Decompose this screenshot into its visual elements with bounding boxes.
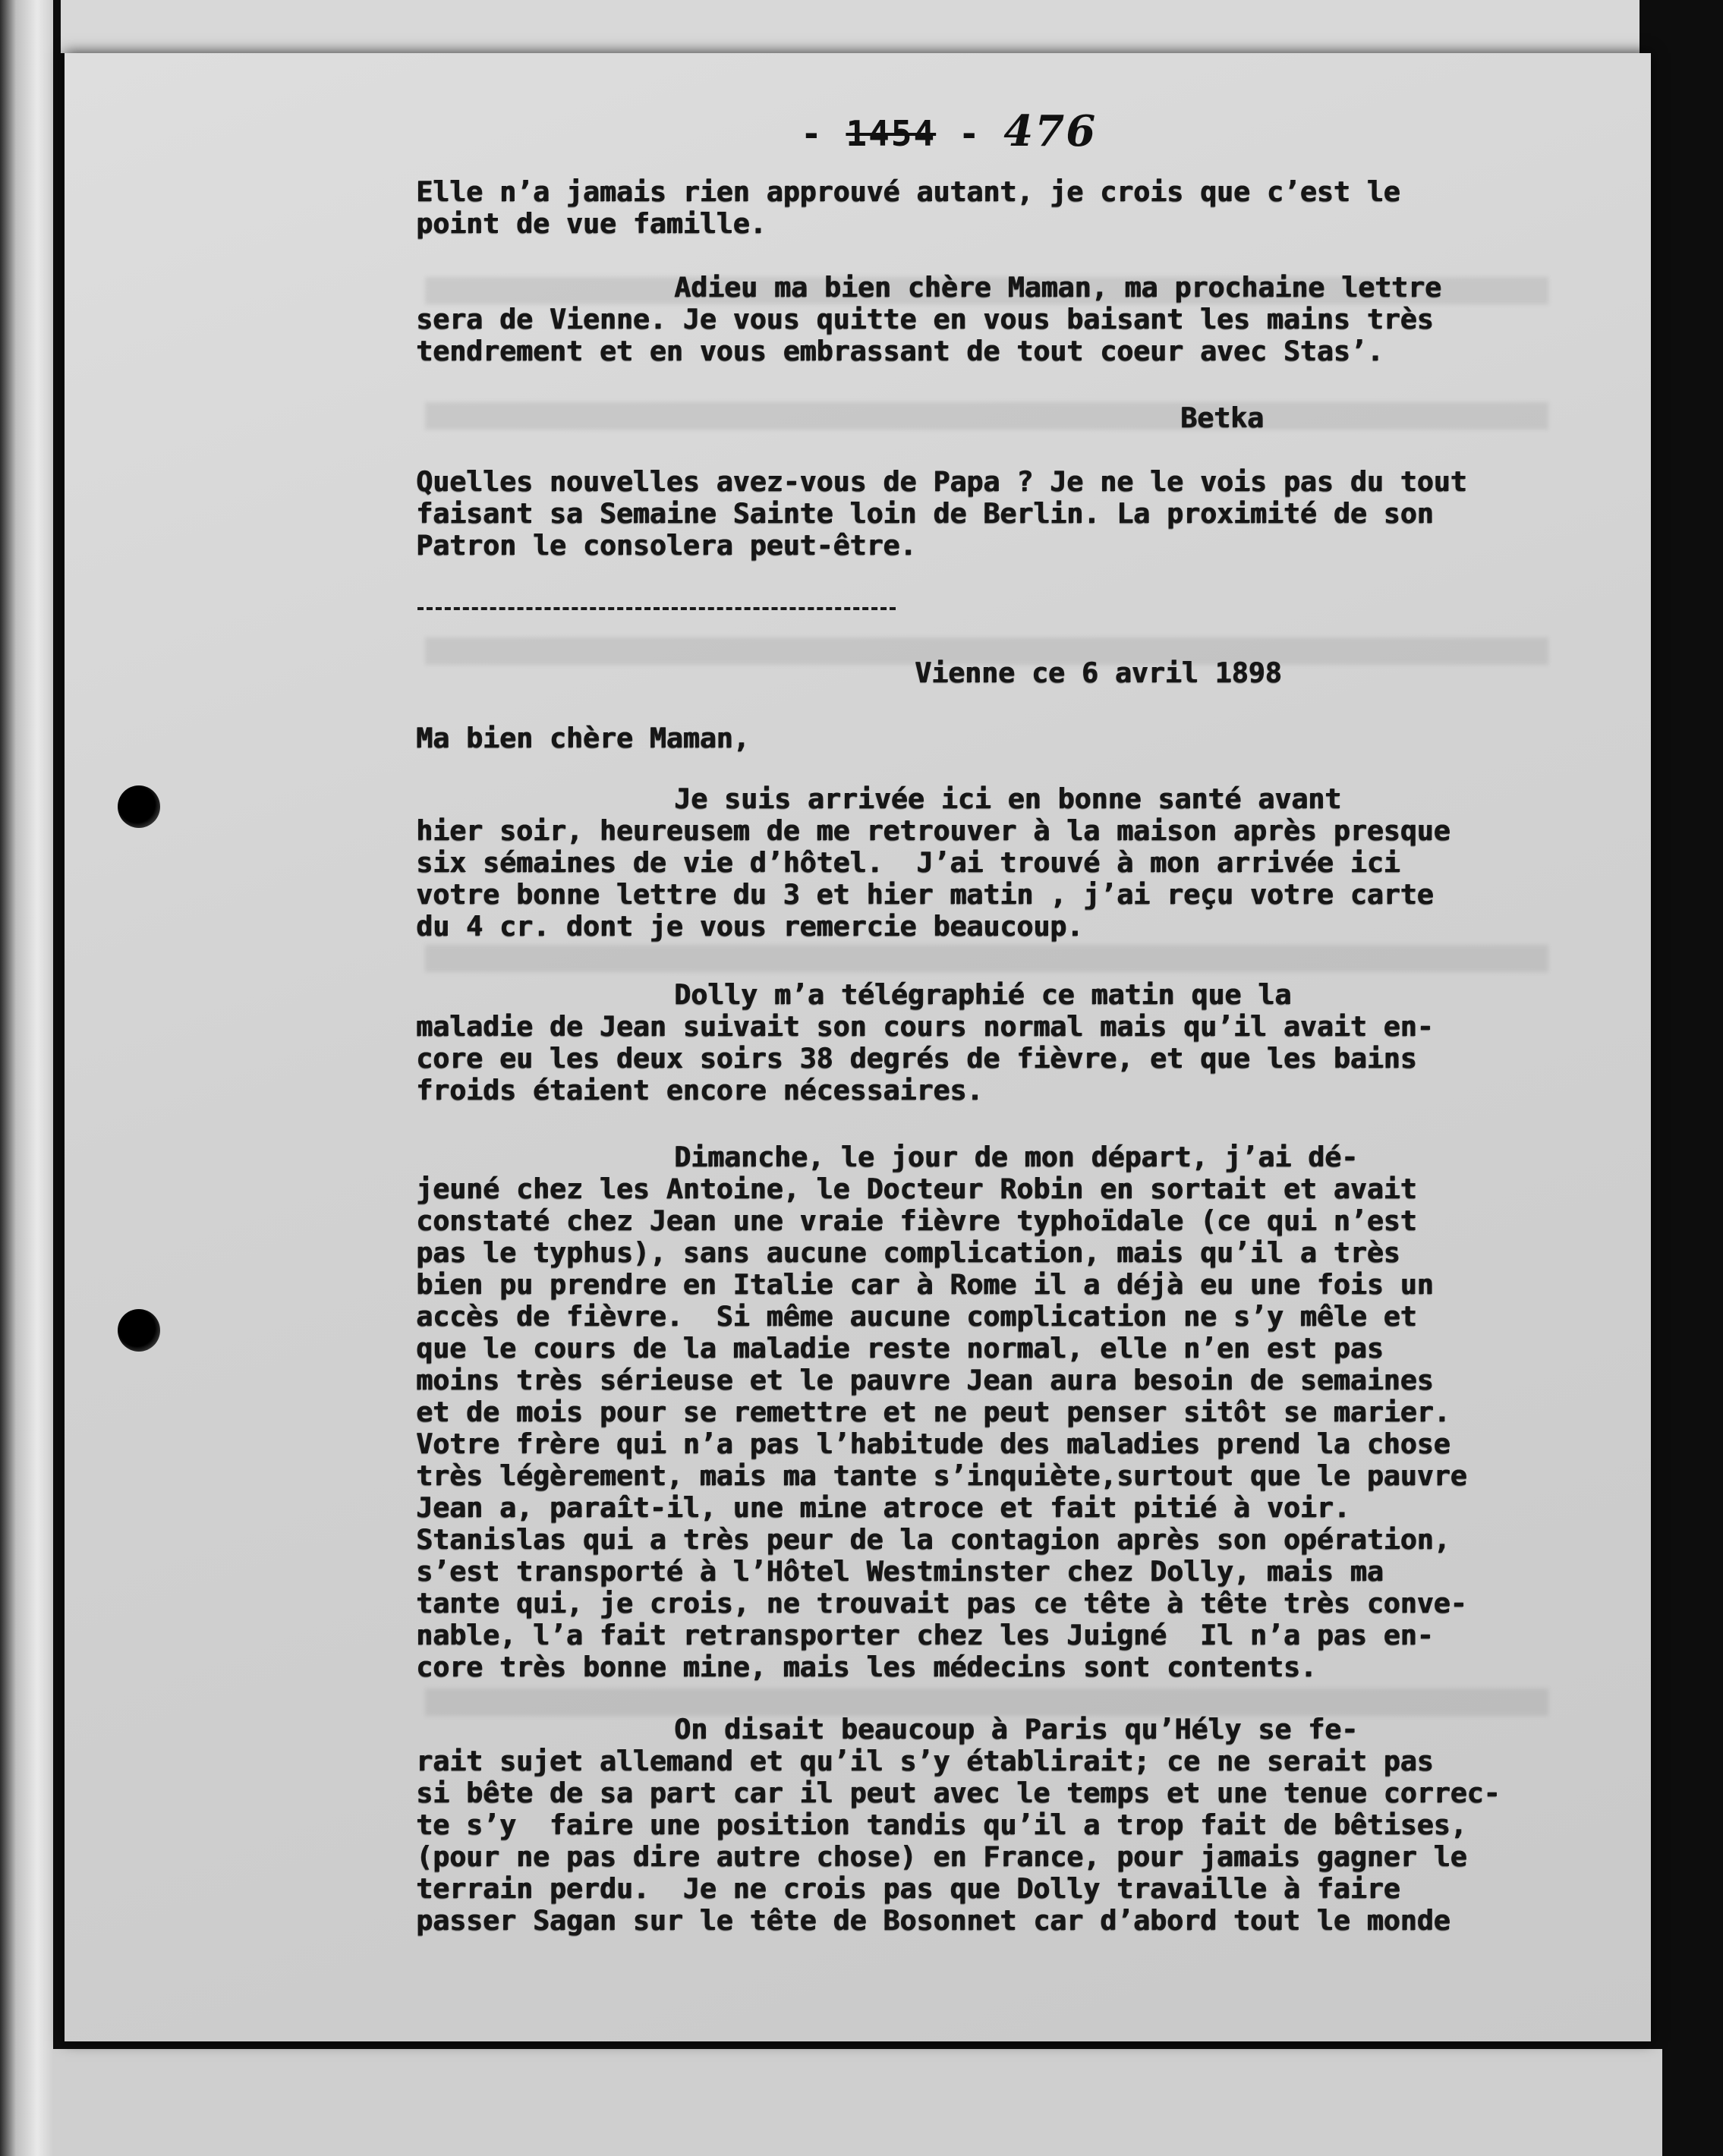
paragraph-line: accès de fièvre. Si même aucune complication ne s’y mêle et (416, 1300, 1417, 1333)
show-through (425, 402, 1548, 430)
paragraph-line: Stanislas qui a très peur de la contagion après son opération, (416, 1523, 1451, 1556)
page-number: - 1454 - 476 (801, 106, 1098, 156)
paragraph-line: terrain perdu. Je ne crois pas que Dolly travaille à faire (416, 1872, 1400, 1905)
paragraph-line: tendrement et en vous embrassant de tout coeur avec Stas’. (416, 335, 1384, 367)
paragraph-line: core très bonne mine, mais les médecins sont contents. (416, 1651, 1317, 1683)
paragraph-line: Votre frère qui n’a pas l’habitude des maladies prend la chose (416, 1427, 1451, 1460)
paragraph-line: rait sujet allemand et qu’il s’y établirait; ce ne serait pas (416, 1745, 1434, 1777)
paragraph-line: te s’y faire une position tandis qu’il a trop fait de bêtises, (416, 1808, 1467, 1841)
paragraph-line: tante qui, je crois, ne trouvait pas ce tête à tête très conve- (416, 1587, 1467, 1619)
paragraph-line: du 4 cr. dont je vous remercie beaucoup. (416, 910, 1083, 943)
paragraph-line: moins très sérieuse et le pauvre Jean aura besoin de semaines (416, 1364, 1434, 1396)
paragraph-line: pas le typhus), sans aucune complication, mais qu’il a très (416, 1236, 1400, 1269)
paragraph-line: maladie de Jean suivait son cours normal mais qu’il avait en- (416, 1010, 1434, 1043)
paragraph-line: froids étaient encore nécessaires. (416, 1074, 984, 1106)
paragraph-line: très légèrement, mais ma tante s’inquiète,surtout que le pauvre (416, 1459, 1467, 1492)
paragraph-line: sera de Vienne. Je vous quitte en vous baisant les mains très (416, 303, 1434, 335)
paragraph-line: Dimanche, le jour de mon départ, j’ai dé- (674, 1141, 1358, 1173)
paragraph-line: passer Sagan sur le tête de Bosonnet car d’abord tout le monde (416, 1904, 1451, 1937)
paragraph-line: jeuné chez les Antoine, le Docteur Robin en sortait et avait (416, 1172, 1417, 1205)
paragraph-line: s’est transporté à l’Hôtel Westminster chez Dolly, mais ma (416, 1555, 1384, 1588)
paragraph-line: bien pu prendre en Italie car à Rome il a déjà eu une fois un (416, 1268, 1434, 1301)
paragraph-line: hier soir, heureusem de me retrouver à la maison après presque (416, 814, 1451, 847)
postscript-line: faisant sa Semaine Sainte loin de Berlin. La proximité de son (416, 497, 1434, 530)
paragraph-line: On disait beaucoup à Paris qu’Hély se fe- (674, 1713, 1358, 1745)
signature: Betka (1180, 401, 1264, 434)
paragraph-line: Jean a, paraît-il, une mine atroce et fait pitié à voir. (416, 1491, 1350, 1524)
paragraph-line: Adieu ma bien chère Maman, ma prochaine lettre (674, 271, 1441, 304)
paragraph-line: nable, l’a fait retransporter chez les Juigné Il n’a pas en- (416, 1619, 1434, 1651)
punch-hole-bottom (118, 1309, 160, 1352)
paragraph-line: si bête de sa part car il peut avec le temps et une tenue correc- (416, 1777, 1501, 1809)
previous-page-edge (0, 0, 53, 2156)
paragraph-line: votre bonne lettre du 3 et hier matin , j’ai reçu votre carte (416, 878, 1434, 911)
struck-page-number: 1454 (846, 113, 937, 154)
salutation: Ma bien chère Maman, (416, 722, 750, 754)
paragraph-line: constaté chez Jean une vraie fièvre typhoïdale (ce qui n’est (416, 1204, 1417, 1237)
paragraph-line: que le cours de la maladie reste normal, elle n’en est pas (416, 1332, 1384, 1364)
punch-hole-top (118, 785, 160, 828)
paragraph-line: Elle n’a jamais rien approuvé autant, je crois que c’est le (416, 175, 1400, 208)
paragraph-line: (pour ne pas dire autre chose) en France, pour jamais gagner le (416, 1840, 1467, 1873)
page-top-edge (61, 0, 1640, 53)
show-through (425, 945, 1548, 972)
paragraph-line: et de mois pour se remettre et ne peut penser sitôt se marier. (416, 1396, 1451, 1428)
paragraph-line: six sémaines de vie d’hôtel. J’ai trouvé à mon arrivée ici (416, 846, 1400, 879)
handwritten-page-number: 476 (1003, 106, 1098, 156)
postscript-line: Quelles nouvelles avez-vous de Papa ? Je ne le vois pas du tout (416, 465, 1467, 498)
postscript-line: Patron le consolera peut-être. (416, 529, 917, 562)
paragraph-line: Dolly m’a télégraphié ce matin que la (674, 978, 1292, 1011)
separator-line (417, 607, 896, 610)
paragraph-line: core eu les deux soirs 38 degrés de fièvre, et que les bains (416, 1042, 1417, 1075)
paragraph-line: point de vue famille. (416, 207, 767, 240)
underlying-sheet (53, 2049, 1662, 2156)
show-through (425, 1689, 1548, 1716)
dateline: Vienne ce 6 avril 1898 (915, 656, 1282, 689)
paragraph-line: Je suis arrivée ici en bonne santé avant (674, 782, 1341, 815)
